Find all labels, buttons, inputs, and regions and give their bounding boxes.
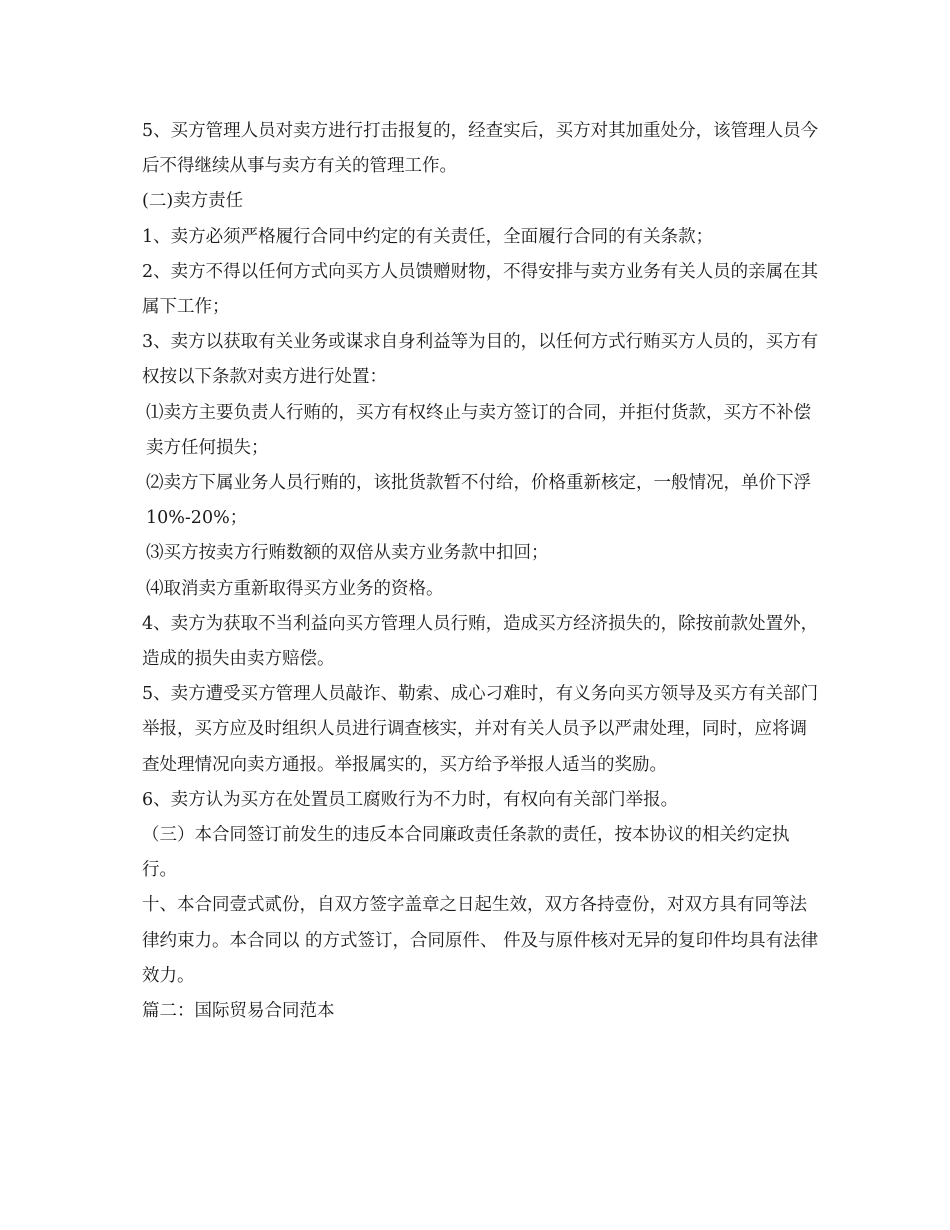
paragraph-seller-duty-4: 4、卖方为获取不当利益向买方管理人员行贿，造成买方经济损失的，除按前款处置外，造成的损失由卖方赔偿。 xyxy=(142,613,819,670)
paragraph-sub-item-1: ⑴卖方主要负责人行贿的，买方有权终止与卖方签订的合同，并拒付货款，买方不补偿卖方任何损失； xyxy=(146,402,811,458)
heading-part-two: 篇二：国际贸易合同范本 xyxy=(142,1001,335,1022)
paragraph-seller-duty-1: 1、卖方必须严格履行合同中约定的有关责任，全面履行合同的有关条款； xyxy=(142,226,714,247)
paragraph-seller-duty-3: 3、卖方以获取有关业务或谋求自身利益等为目的，以任何方式行贿买方人员的，买方有权按以下条款对卖方进行处置： xyxy=(142,332,819,388)
paragraph-sub-item-3: ⑶买方按卖方行贿数额的双倍从卖方业务款中扣回； xyxy=(146,543,549,564)
paragraph-clause-ten: 十、本合同壹式贰份，自双方签字盖章之日起生效，双方各持壹份，对双方具有同等法律约束力。本合同以 的方式签订，合同原件、 件及与原件核对无异的复印件均具有法律效力。 xyxy=(142,895,819,986)
paragraph-sub-item-2: ⑵卖方下属业务人员行贿的，该批货款暂不付给，价格重新核定，一般情况，单价下浮 10%-20%； xyxy=(146,473,811,529)
paragraph-buyer-retaliation: 5、买方管理人员对卖方进行打击报复的，经查实后，买方对其加重处分，该管理人员今后不得继续从事与卖方有关的管理工作。 xyxy=(142,121,819,177)
paragraph-seller-duty-2: 2、卖方不得以任何方式向买方人员馈赠财物，不得安排与卖方业务有关人员的亲属在其属下工作； xyxy=(142,261,819,318)
paragraph-sub-item-4: ⑷取消卖方重新取得买方业务的资格。 xyxy=(146,578,444,599)
document-body xyxy=(142,114,822,1029)
paragraph-section-three: （三）本合同签订前发生的违反本合同廉政责任条款的责任，按本协议的相关约定执行。 xyxy=(142,825,790,881)
paragraph-seller-duty-5: 5、卖方遭受买方管理人员敲诈、勒索、成心刁难时，有义务向买方领导及买方有关部门举报，买方应及时组织人员进行调查核实，并对有关人员予以严肃处理，同时，应将调查处理情况向卖方通报。举报属实的，买方给予举报人适当的奖励。 xyxy=(142,684,819,775)
paragraph-seller-duty-6: 6、卖方认为买方在处置员工腐败行为不力时，有权向有关部门举报。 xyxy=(142,789,679,810)
heading-seller-responsibility: (二)卖方责任 xyxy=(142,191,244,212)
